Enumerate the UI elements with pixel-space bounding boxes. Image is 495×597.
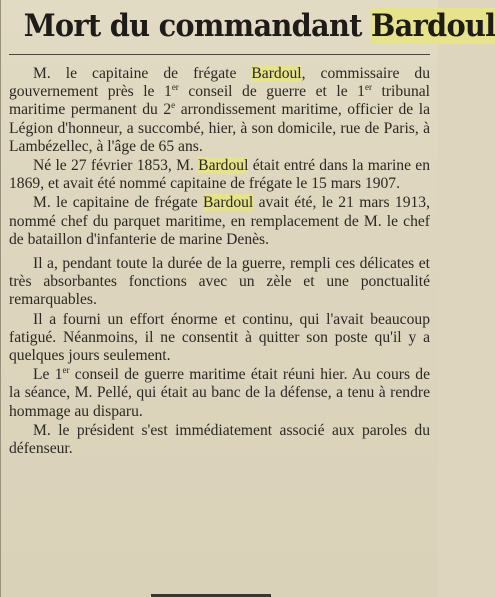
article-body [9, 65, 430, 458]
headline [23, 4, 495, 48]
text-segment: conseil de guerre maritime était réuni hier. Au cours de la séance, M. Pellé, qui était au banc de la défense, a tenu à rendre hommage au disparu. [9, 366, 430, 420]
name-highlight: Bardoul [198, 157, 249, 175]
paragraph [9, 422, 430, 458]
name-highlight: Bardoul [251, 65, 302, 82]
headline-prefix: Mort du commandant [23, 8, 372, 44]
text-segment: , commissaire du gouvernement près le 1 [9, 65, 430, 101]
paragraph [9, 194, 430, 249]
text-segment: tribunal maritime permanent du 2 [9, 83, 430, 119]
superscript: e [171, 100, 176, 111]
text-segment: M. le capitaine de frégate [33, 194, 204, 212]
text-segment: Né le 27 février 1853, M. [33, 157, 199, 175]
superscript: er [171, 82, 179, 93]
text-segment: était entré dans la marine en 1869, et avait été nommé capitaine de frégate le 15 mars 1907. [9, 157, 431, 193]
text-segment: Le 1 [33, 366, 63, 384]
paragraph [9, 255, 430, 310]
text-segment: Il a, pendant toute la durée de la guerre, rempli ces délicates et très absorbantes fonctions avec un zèle et une ponctualité remarquables. [9, 255, 430, 309]
paragraph [9, 157, 430, 193]
text-segment: avait été, le 21 mars 1913, nommé chef du parquet maritime, en remplacement de M. le chef de bataillon d'infanterie de marine Denès. [9, 194, 430, 248]
paragraph [9, 366, 430, 421]
text-segment: conseil de guerre et le 1 [178, 83, 365, 101]
text-segment: M. le capitaine de frégate [33, 65, 252, 82]
superscript: er [62, 365, 70, 376]
text-segment: M. le président s'est immédiatement associé aux paroles du défenseur. [9, 421, 430, 458]
name-highlight: Bardoul [203, 194, 254, 212]
paragraph [9, 65, 430, 156]
paragraph [9, 311, 430, 366]
headline-name-highlight: Bardoul [371, 8, 495, 44]
headline-rule [9, 54, 430, 55]
superscript: er [364, 82, 372, 93]
text-segment: Il a fourni un effort énorme et continu, qui l'avait beaucoup fatigué. Néanmoins, il ne consentit à quitter son poste qu'il y a quelques jours seulement. [9, 310, 430, 365]
text-segment: arrondissement maritime, officier de la Légion d'honneur, a succombé, hier, à son domicile, rue de Paris, à Lambézellec, à l'âge de 65 ans. [9, 101, 430, 155]
